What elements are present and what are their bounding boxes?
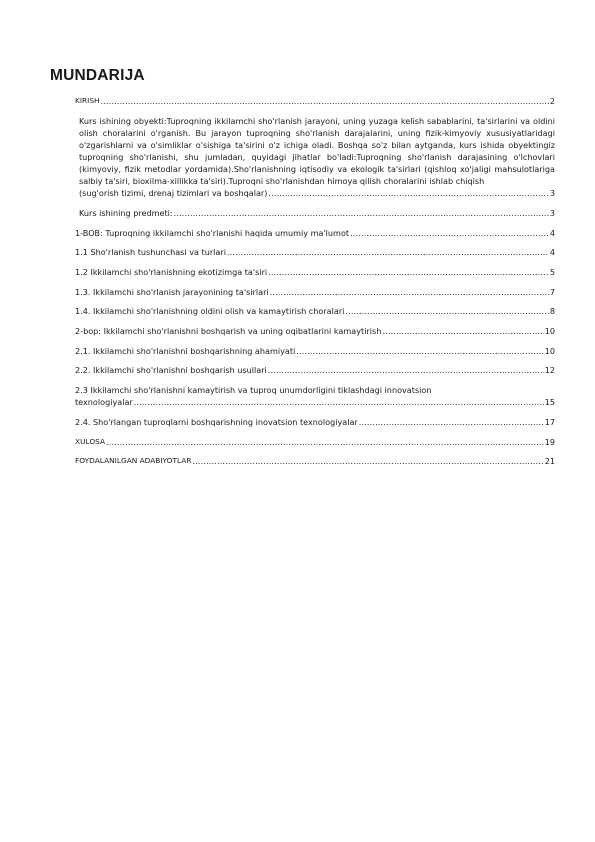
toc-entry-label: 1.3. Ikkilamchi sho'rlanish jarayonining ta'sirlari (75, 286, 269, 297)
toc-leader-dots (268, 266, 549, 278)
toc-entry-page: 17 (544, 416, 555, 427)
toc-entry-label: 2.2. Ikkilamchi sho'rlanishni boshqarish usullari (75, 365, 267, 376)
toc-entry-page: 19 (544, 436, 555, 447)
toc-leader-dots (101, 95, 549, 107)
toc-entry-1-bob[interactable] (75, 227, 555, 239)
toc-leader-dots (227, 246, 549, 258)
toc-leader-dots (106, 436, 544, 448)
toc-entry-page: 8 (549, 306, 555, 317)
toc-leader-dots (350, 227, 549, 239)
toc-title: MUNDARIJA (50, 67, 145, 84)
table-of-contents (75, 95, 555, 475)
toc-entry-label: 1.1 Sho'rlanish tushunchasi va turlari (75, 247, 226, 258)
toc-entry-1-1[interactable] (75, 246, 555, 258)
toc-leader-dots (270, 286, 549, 298)
toc-entry-page: 3 (549, 188, 555, 199)
toc-entry-page: 21 (544, 456, 555, 467)
toc-entry-xulosa[interactable] (75, 436, 555, 448)
toc-leader-dots (345, 305, 548, 317)
toc-entry-kirish[interactable] (75, 95, 555, 107)
toc-entry-label: Kurs ishining predmeti: (79, 207, 173, 218)
toc-entry-page: 7 (549, 286, 555, 297)
toc-entry-label: FOYDALANILGAN ADABIYOTLAR (75, 456, 192, 466)
toc-entry-page: 10 (544, 326, 555, 337)
toc-entry-2-1[interactable] (75, 345, 555, 357)
toc-entry-kurs-predmeti[interactable] (75, 207, 555, 219)
toc-entry-label: 1.2 Ikkilamchi sho'rlanishning ekotizimga ta'siri (75, 267, 268, 277)
toc-entry-page: 4 (549, 247, 555, 258)
toc-entry-1-2[interactable] (75, 266, 555, 278)
toc-entry-2-4[interactable] (75, 416, 555, 428)
toc-entry-label-last: (sug'orish tizimi, drenaj tizimlari va boshqalar) (79, 188, 268, 199)
toc-entry-last-line (79, 187, 555, 199)
toc-entry-page: 5 (549, 267, 555, 277)
toc-entry-label: 1-BOB: Tuproqning ikkilamchi sho'rlanishi haqida umumiy ma'lumot (75, 227, 350, 238)
toc-entry-2-bop[interactable] (75, 325, 555, 337)
toc-entry-2-3[interactable] (75, 384, 555, 408)
toc-leader-dots (174, 207, 549, 219)
toc-entry-label: Kurs ishining obyekti:Tuproqning ikkilamchi sho'rlanish jarayoni, uning yuzaga kelish sabablarini, ta'sirlarini va oldini olish choralarini o'rganish. Bu jarayon tuproqning sho'rlanish darajalarini, uning fizik-kimyoviy xususiyatlaridagi o'zgarishlarni va o'simliklar o'sishiga ta'sirini o'z ichiga oladi. Boshqa so'z bilan aytganda, kurs ishida obyektingiz tuproqning sho'rlanishi, shu jumladan, quyidagi jihatlar bo'ladi:Tuproqning sho'rlanish darajasining o'lchovlari (kimyoviy, fizik metodlar yordamida).Sho'rlanishning iqtisodiy va ekologik ta'sirlari (qishloq xo'jaligi mahsulotlariga salbiy ta'siri, bioxilma-xillikka ta'siri).Tuproqni sho'rlanishdan himoya qilish choralarini ishlab chiqish (79, 115, 555, 187)
toc-leader-dots (134, 396, 544, 408)
toc-entry-adabiyotlar[interactable] (75, 455, 555, 467)
toc-leader-dots (382, 325, 543, 337)
toc-leader-dots (296, 345, 543, 357)
toc-entry-last-line (75, 396, 555, 408)
toc-entry-page: 15 (544, 397, 555, 408)
toc-leader-dots (268, 364, 544, 376)
toc-entry-label: 2.4. Sho'rlangan tuproqlarni boshqarishning inovatsion texnologiyalar (75, 416, 358, 427)
toc-entry-label: KIRISH (75, 96, 100, 105)
toc-entry-label: 2.1. Ikkilamchi sho'rlanishni boshqarishning ahamiyati (75, 345, 296, 356)
toc-entry-1-3[interactable] (75, 286, 555, 298)
toc-entry-1-4[interactable] (75, 305, 555, 317)
toc-entry-page: 4 (549, 227, 555, 238)
toc-entry-label: 1.4. Ikkilamchi sho'rlanishning oldini olish va kamaytirish choralari (75, 306, 345, 317)
toc-leader-dots (268, 187, 548, 199)
toc-entry-label: XULOSA (75, 436, 106, 446)
toc-leader-dots (359, 416, 544, 428)
toc-entry-page: 2 (549, 96, 555, 106)
toc-entry-label: 2-bop: Ikkilamchi sho'rlanishni boshqarish va uning oqibatlarini kamaytirish (75, 326, 382, 337)
toc-entry-kurs-obyekti[interactable] (75, 115, 555, 200)
toc-entry-page: 12 (544, 365, 555, 376)
toc-entry-page: 10 (544, 345, 555, 356)
toc-entry-page: 3 (549, 207, 555, 218)
toc-entry-label-last: texnologiyalar (75, 397, 133, 408)
toc-entry-2-2[interactable] (75, 364, 555, 376)
toc-entry-label: 2.3 Ikkilamchi sho'rlanishni kamaytirish va tuproq unumdorligini tiklashdagi innovatsion (75, 385, 432, 396)
toc-leader-dots (192, 455, 543, 467)
